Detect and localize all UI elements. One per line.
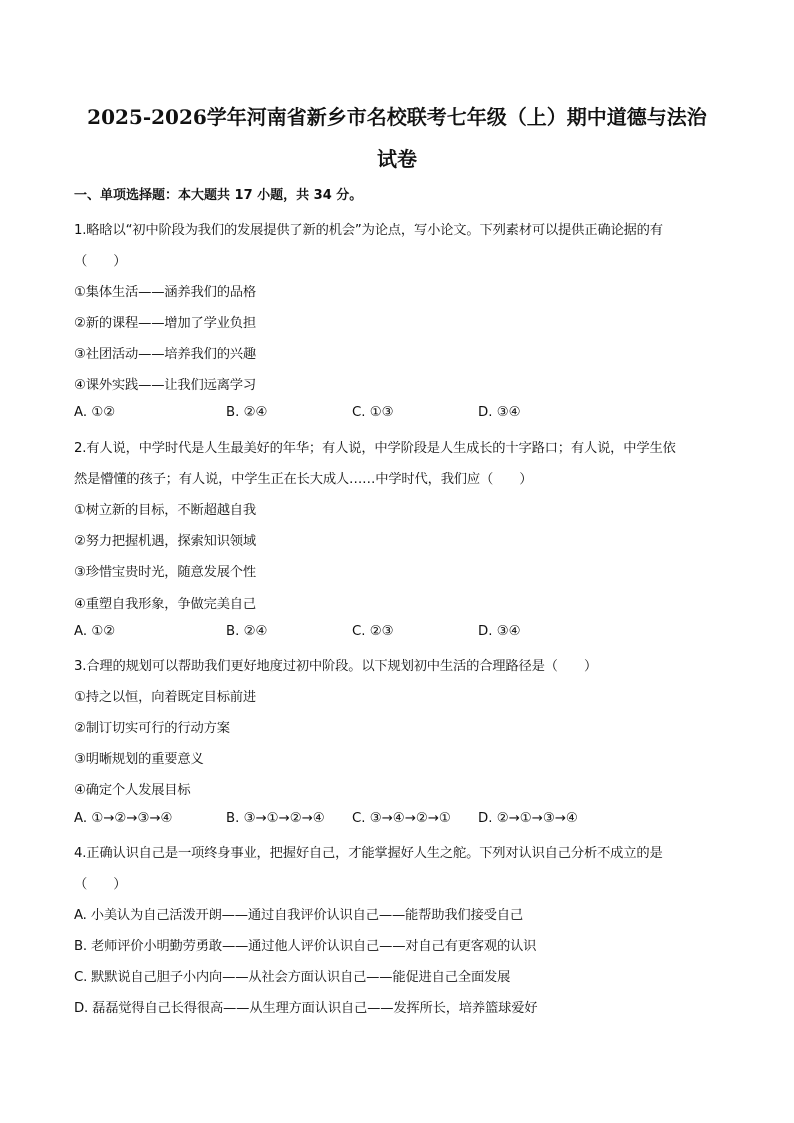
q2-option-d: D. ③④	[478, 624, 521, 639]
q1-stem-line-2: （ ）	[74, 254, 127, 269]
q2-item-3: ③珍惜宝贵时光，随意发展个性	[74, 565, 256, 580]
q1-option-b: B. ②④	[226, 405, 268, 420]
q3-item-3: ③明晰规划的重要意义	[74, 752, 204, 767]
q1-item-2: ②新的课程——增加了学业负担	[74, 316, 256, 331]
q2-stem-line-2: 然是懵懂的孩子；有人说，中学生正在长大成人……中学时代，我们应（ ）	[74, 472, 533, 487]
q2-item-4: ④重塑自我形象，争做完美自己	[74, 597, 256, 612]
q2-item-2: ②努力把握机遇，探索知识领域	[74, 534, 256, 549]
q4-option-a: A. 小美认为自己活泼开朗——通过自我评价认识自己——能帮助我们接受自己	[74, 908, 523, 923]
q3-item-2: ②制订切实可行的行动方案	[74, 721, 230, 736]
q4-option-d: D. 磊磊觉得自己长得很高——从生理方面认识自己——发挥所长，培养篮球爱好	[74, 1001, 538, 1016]
q3-item-4: ④确定个人发展目标	[74, 783, 191, 798]
q4-stem-line-2: （ ）	[74, 877, 127, 892]
q3-stem-line-1: 3.合理的规划可以帮助我们更好地度过初中阶段。以下规划初中生活的合理路径是（ ）	[74, 659, 598, 674]
q1-item-4: ④课外实践——让我们远离学习	[74, 378, 256, 393]
q1-item-3: ③社团活动——培养我们的兴趣	[74, 347, 256, 362]
q4-option-c: C. 默默说自己胆子小内向——从社会方面认识自己——能促进自己全面发展	[74, 970, 511, 985]
q3-option-d: D. ②→①→③→④	[478, 811, 578, 826]
q4-option-b: B. 老师评价小明勤劳勇敢——通过他人评价认识自己——对自己有更客观的认识	[74, 939, 537, 954]
q3-option-c: C. ③→④→②→①	[352, 811, 451, 826]
exam-title-line-1: 2025-2026学年河南省新乡市名校联考七年级（上）期中道德与法治	[87, 105, 707, 129]
exam-title-line-2: 试卷	[377, 147, 417, 171]
q1-item-1: ①集体生活——涵养我们的品格	[74, 285, 256, 300]
q3-option-a: A. ①→②→③→④	[74, 811, 173, 826]
q2-stem-line-1: 2.有人说，中学时代是人生最美好的年华；有人说，中学阶段是人生成长的十字路口；有人说，中学生依	[74, 441, 676, 456]
q2-option-c: C. ②③	[352, 624, 394, 639]
q1-option-d: D. ③④	[478, 405, 521, 420]
q2-option-b: B. ②④	[226, 624, 268, 639]
q1-option-a: A. ①②	[74, 405, 116, 420]
q3-option-b: B. ③→①→②→④	[226, 811, 325, 826]
q2-option-a: A. ①②	[74, 624, 116, 639]
q3-item-1: ①持之以恒，向着既定目标前进	[74, 690, 256, 705]
section-heading: 一、单项选择题：本大题共 17 小题，共 34 分。	[74, 188, 363, 203]
q2-item-1: ①树立新的目标，不断超越自我	[74, 503, 256, 518]
q1-stem-line-1: 1.略晗以“初中阶段为我们的发展提供了新的机会”为论点，写小论文。下列素材可以提供正确论据的有	[74, 223, 663, 238]
q4-stem-line-1: 4.正确认识自己是一项终身事业，把握好自己，才能掌握好人生之舵。下列对认识自己分析不成立的是	[74, 846, 663, 861]
q1-option-c: C. ①③	[352, 405, 394, 420]
